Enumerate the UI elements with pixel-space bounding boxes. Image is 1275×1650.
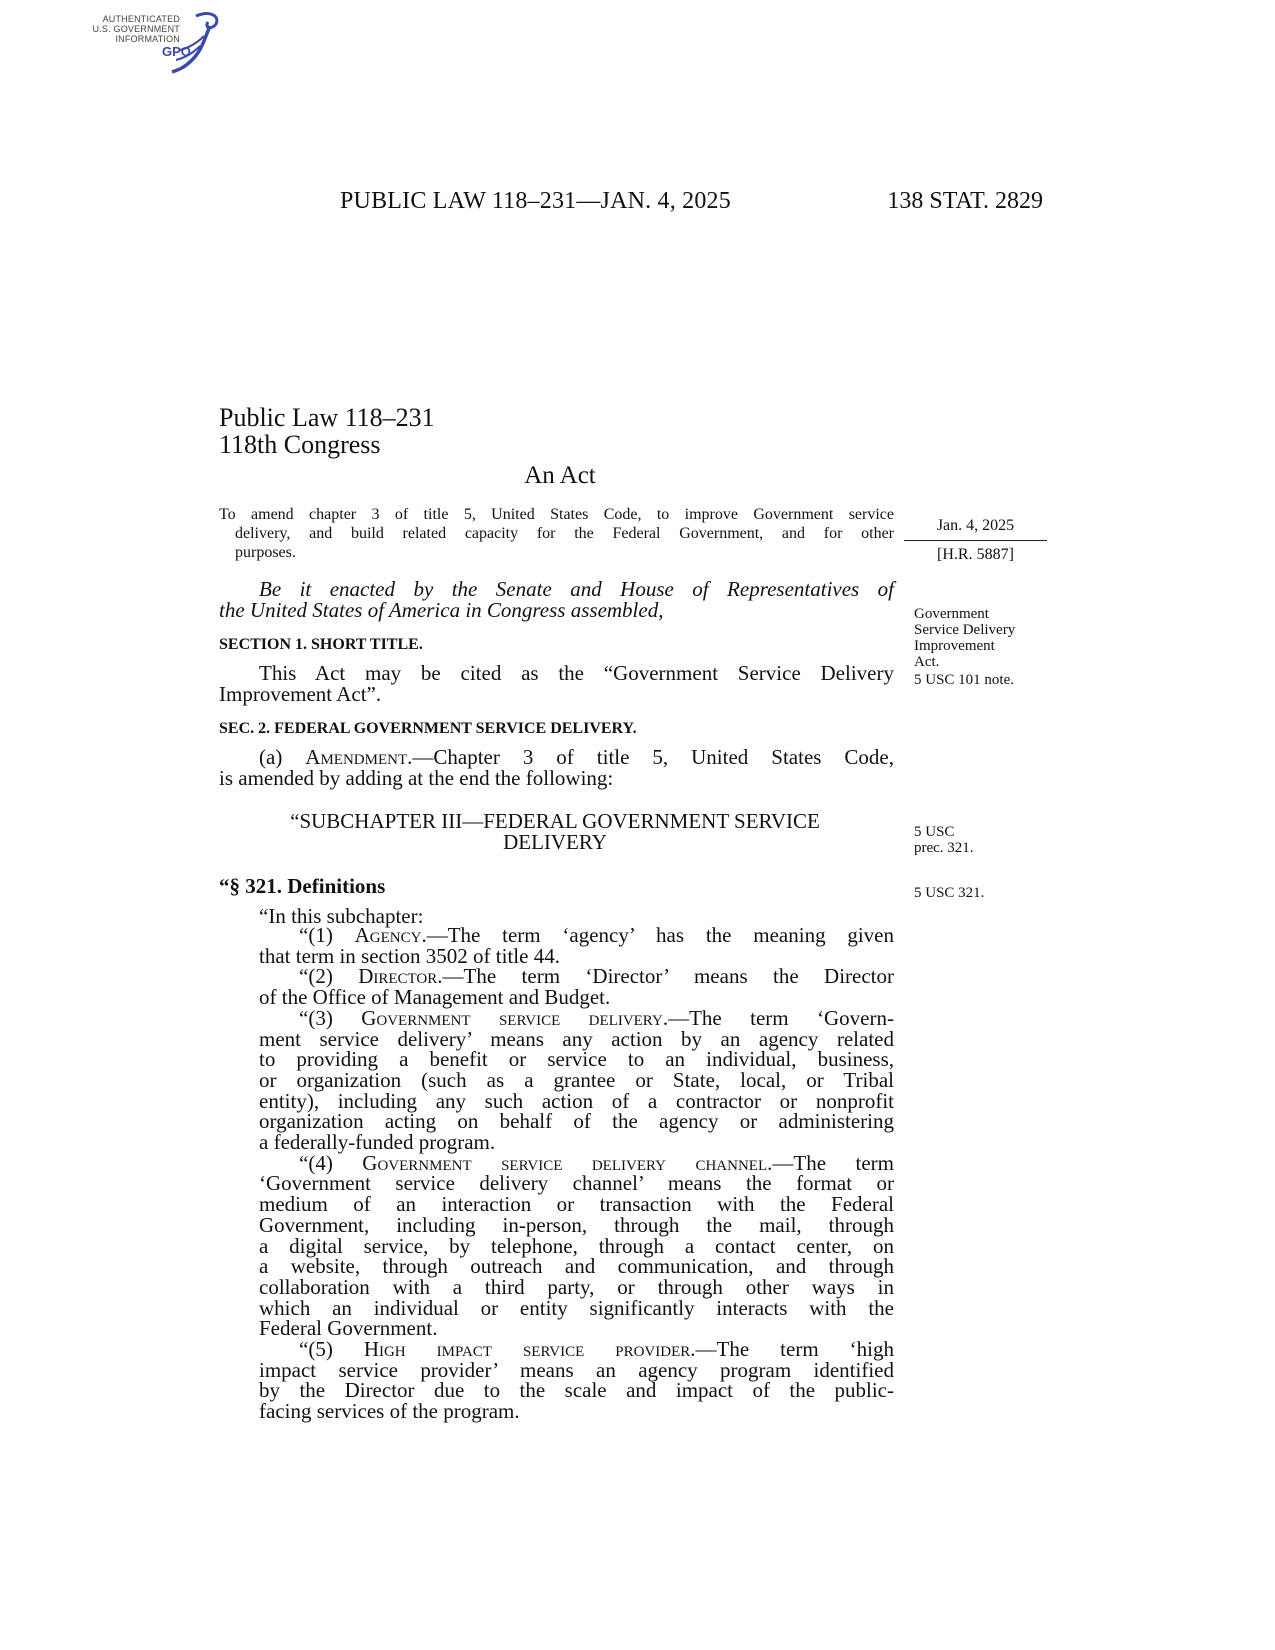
definition-line: of the Office of Management and Budget. [259, 985, 611, 1010]
enacting-line: Be it enacted by the Senate and House of Representatives of [259, 577, 894, 601]
definition-line: medium of an interaction or transaction with the Federal [259, 1192, 894, 1217]
subchapter-intro: “In this subchapter: [259, 904, 424, 928]
subchapter-heading [255, 811, 855, 853]
running-head: PUBLIC LAW 118–231—JAN. 4, 2025 [340, 188, 731, 214]
enacting-clause [219, 579, 894, 621]
section-1-heading: SECTION 1. SHORT TITLE. [219, 636, 423, 653]
section-1-line: This Act may be cited as the “Government Service Delivery [259, 661, 894, 685]
subchapter-line: “SUBCHAPTER III—FEDERAL GOVERNMENT SERVICE [290, 809, 820, 833]
definition-line: impact service provider’ means an agency program identified [259, 1357, 894, 1382]
definition-line: a website, through outreach and communication, and through [259, 1254, 894, 1279]
enacting-line: the United States of America in Congress assembled, [219, 598, 664, 622]
definition-line: entity), including any such action of a contractor or nonprofit [259, 1088, 894, 1113]
subchapter-line: DELIVERY [503, 830, 607, 854]
definition-item [259, 1005, 894, 1155]
definition-line: Government, including in-person, through the mail, through [259, 1212, 894, 1237]
eagle-icon [92, 10, 232, 76]
definition-line: which an individual or entity significantly interacts with the [259, 1295, 894, 1320]
definition-text: .—The term ‘agency’ has the meaning given [421, 923, 894, 947]
definition-number: “(5) [299, 1337, 364, 1362]
section-2a-prefix: (a) [259, 745, 306, 769]
gpo-seal [92, 10, 232, 76]
margin-note-line: Act. [914, 654, 940, 670]
margin-usc-prec-note [914, 824, 974, 856]
seal-text-gpo: GPO [162, 44, 191, 59]
definition-line [259, 1005, 894, 1030]
margin-note-line: Improvement [914, 638, 995, 654]
definition-line [259, 966, 894, 987]
congress-label: 118th Congress [219, 430, 381, 459]
section-321-heading: “§ 321. Definitions [219, 874, 386, 898]
definition-line: a federally-funded program. [259, 1130, 496, 1155]
seal-text-information: INFORMATION [115, 34, 180, 44]
stat-page-number: 138 STAT. 2829 [887, 188, 1043, 214]
section-1-line: Improvement Act”. [219, 682, 382, 706]
definition-number: “(3) [299, 1005, 362, 1030]
definition-text: .—The term ‘Director’ means the Director [437, 964, 894, 989]
definition-caption: High impact service provider [363, 1337, 691, 1362]
public-law-title: Public Law 118–231 [219, 403, 435, 432]
section-2a-text [219, 747, 894, 789]
definition-line: Federal Government. [259, 1316, 438, 1341]
margin-note-line: prec. 321. [914, 840, 974, 856]
section-2a-caption: Amendment [305, 745, 408, 769]
definition-text: .—The term ‘Govern- [662, 1005, 894, 1030]
definition-caption: Government service delivery channel [362, 1150, 768, 1175]
margin-usc-321-note: 5 USC 321. [914, 885, 985, 901]
definition-line [259, 925, 894, 946]
an-act-heading: An Act [524, 462, 596, 489]
purpose-line: To amend chapter 3 of title 5, United States Code, to improve Government service [219, 506, 894, 523]
margin-rule [904, 540, 1047, 541]
definition-line: by the Director due to the scale and impact of the public- [259, 1378, 894, 1403]
definition-text: .—The term [767, 1150, 894, 1175]
section-2-heading: SEC. 2. FEDERAL GOVERNMENT SERVICE DELIVERY. [219, 720, 637, 737]
definition-item [259, 964, 894, 1010]
definition-line: collaboration with a third party, or through other ways in [259, 1274, 894, 1299]
definition-item [259, 1339, 894, 1422]
definition-line: ment service delivery’ means any action by an agency related [259, 1026, 894, 1051]
definition-item [259, 1150, 894, 1341]
margin-date: Jan. 4, 2025 [936, 517, 1015, 534]
definition-caption: Government service delivery [361, 1005, 663, 1030]
margin-usc-101-note: 5 USC 101 note. [914, 672, 1015, 688]
definition-line [259, 1150, 894, 1175]
seal-text-government: U.S. GOVERNMENT [92, 24, 180, 34]
definition-line: that term in section 3502 of title 44. [259, 943, 560, 968]
purpose-line: purposes. [235, 544, 296, 561]
definition-line: a digital service, by telephone, through a contact center, on [259, 1233, 894, 1258]
margin-note-line: Service Delivery [914, 622, 1016, 638]
definitions-list [259, 925, 894, 1422]
definition-line: facing services of the program. [259, 1399, 520, 1424]
margin-note-line: 5 USC [914, 824, 955, 840]
definition-item [259, 925, 894, 966]
definition-caption: Director [358, 964, 438, 989]
seal-text-authenticated: AUTHENTICATED [102, 14, 180, 24]
margin-note-line: Government [914, 606, 989, 622]
definition-text: .—The term ‘high [690, 1337, 894, 1362]
definition-line [259, 1339, 894, 1360]
margin-bill-number: [H.R. 5887] [937, 546, 1014, 563]
definition-number: “(1) [299, 923, 355, 947]
definition-line: ‘Government service delivery channel’ means the format or [259, 1171, 894, 1196]
definition-line: organization acting on behalf of the agency or administering [259, 1109, 894, 1134]
section-1-text [219, 663, 894, 705]
definition-caption: Agency [354, 923, 422, 947]
section-2a-line: is amended by adding at the end the following: [219, 766, 614, 790]
purpose-clause [219, 505, 894, 562]
purpose-line: delivery, and build related capacity for the Federal Government, and for other [235, 525, 894, 542]
margin-short-title-note [914, 606, 1015, 670]
definition-line: or organization (such as a grantee or State, local, or Tribal [259, 1067, 894, 1092]
definition-number: “(4) [299, 1150, 363, 1175]
definition-line: to providing a benefit or service to an individual, business, [259, 1047, 894, 1072]
section-2a-rest: .—Chapter 3 of title 5, United States Code, [407, 745, 894, 769]
section-2a-line [219, 747, 894, 768]
definition-number: “(2) [299, 964, 359, 989]
